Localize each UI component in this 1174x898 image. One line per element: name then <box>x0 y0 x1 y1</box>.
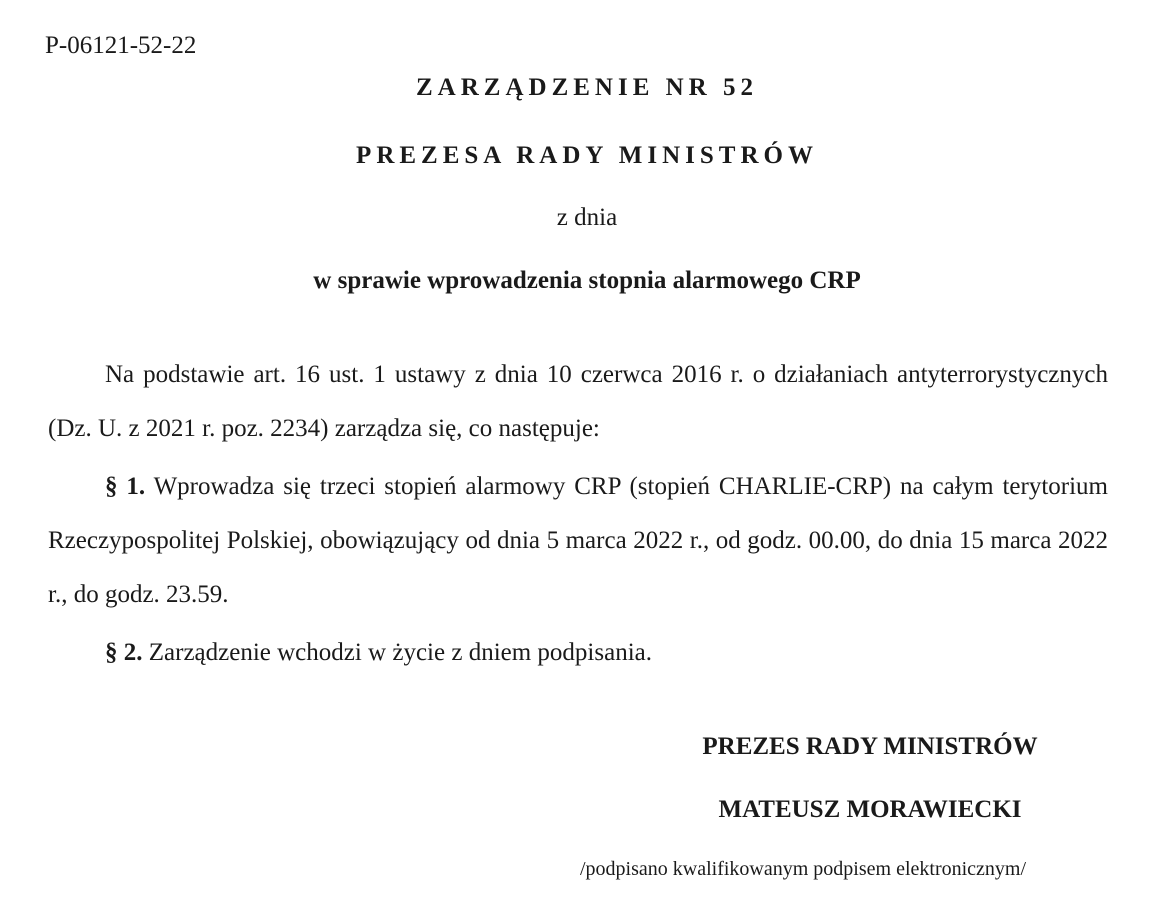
signature-name: MATEUSZ MORAWIECKI <box>718 796 1022 823</box>
section-2-paragraph <box>48 626 1108 680</box>
document-issuer: PREZESA RADY MINISTRÓW <box>356 142 818 169</box>
document-reference-number: P-06121-52-22 <box>45 32 197 59</box>
section-2-mark: § 2. <box>105 639 143 666</box>
section-2-text: Zarządzenie wchodzi w życie z dniem podpisania. <box>142 639 652 666</box>
document-title: ZARZĄDZENIE NR 52 <box>416 74 758 101</box>
section-1-text: Wprowadza się trzeci stopień alarmowy CRP (stopień CHARLIE-CRP) na całym terytorium Rzeczypospolitej Polskiej, obowiązujący od dnia 5 marca 2022 r., od godz. 00.00, do dnia 15 marca 2022 r., do godz. 23.59. <box>48 473 1108 608</box>
document-date-line: z dnia <box>556 204 618 231</box>
section-1-mark: § 1. <box>105 473 146 500</box>
section-1-paragraph <box>48 460 1108 622</box>
signature-title: PREZES RADY MINISTRÓW <box>702 733 1038 760</box>
document-subject: w sprawie wprowadzenia stopnia alarmowego CRP <box>313 267 861 294</box>
preamble-paragraph: Na podstawie art. 16 ust. 1 ustawy z dnia 10 czerwca 2016 r. o działaniach antyterrorystycznych (Dz. U. z 2021 r. poz. 2234) zarządza się, co następuje: <box>48 361 1108 442</box>
signature-note: /podpisano kwalifikowanym podpisem elektronicznym/ <box>580 858 1027 880</box>
